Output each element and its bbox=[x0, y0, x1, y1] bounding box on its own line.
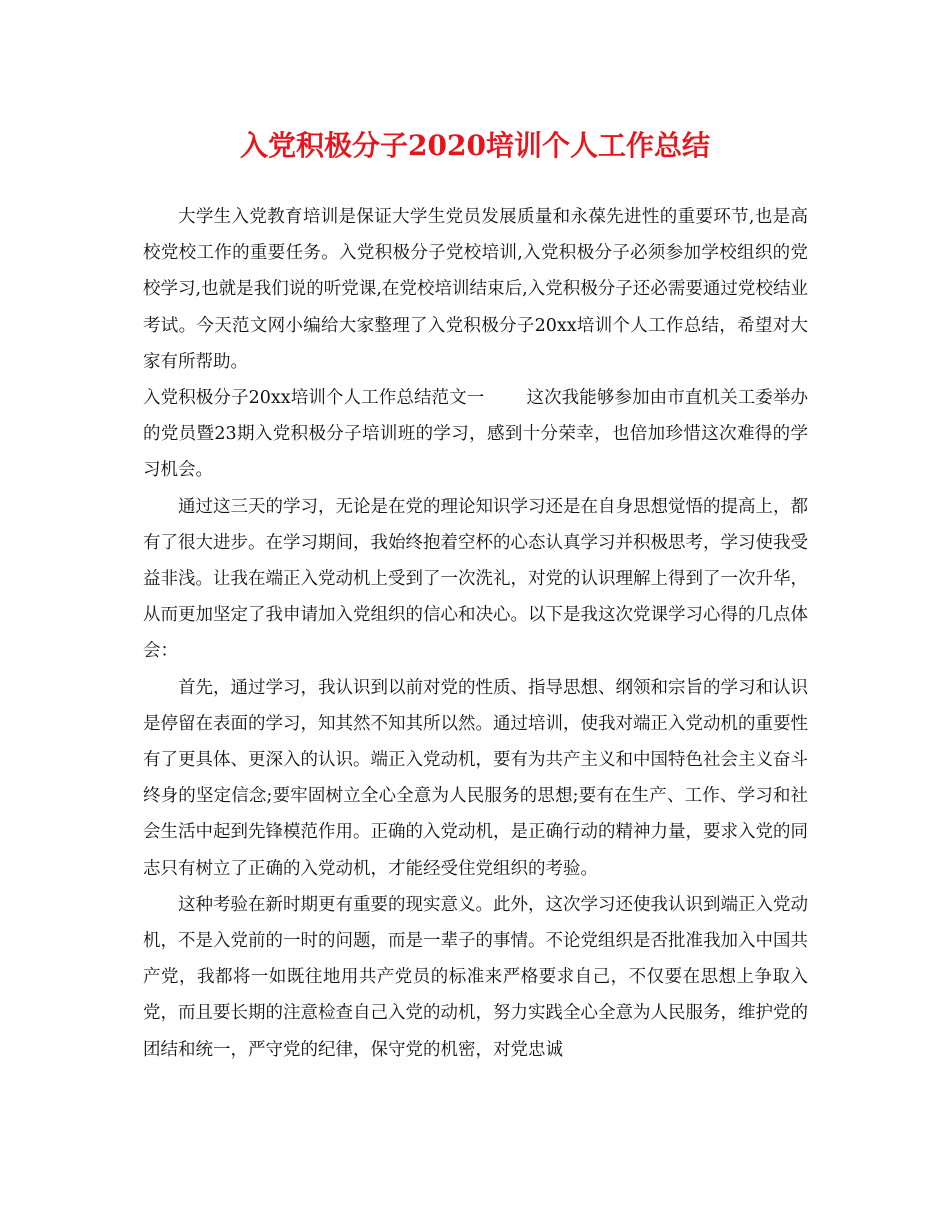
sample-heading: 入党积极分子20xx培训个人工作总结范文一 bbox=[143, 388, 485, 409]
sample-opening-text: 这次我能够参加由市直机关工委举办的党员暨23期入党积极分子培训班的学习，感到十分荣幸，也倍加珍惜这次难得的学习机会。 bbox=[143, 388, 808, 481]
page-title: 入党积极分子2020培训个人工作总结 bbox=[240, 129, 710, 162]
sample-section-paragraph bbox=[143, 380, 808, 489]
body-paragraph-1: 通过这三天的学习，无论是在党的理论知识学习还是在自身思想觉悟的提高上，都有了很大进步。在学习期间，我始终抱着空杯的心态认真学习并积极思考，学习使我受益非浅。让我在端正入党动机上受到了一次洗礼，对党的认识理解上得到了一次升华，从而更加坚定了我申请加入党组织的信心和决心。以下是我这次党课学习心得的几点体会： bbox=[143, 496, 808, 662]
document-body bbox=[143, 199, 808, 1068]
intro-paragraph: 大学生入党教育培训是保证大学生党员发展质量和永葆先进性的重要环节,也是高校党校工作的重要任务。入党积极分子党校培训,入党积极分子必须参加学校组织的党校学习,也就是我们说的听党课,在党校培训结束后,入党积极分子还必需要通过党校结业考试。今天范文网小编给大家整理了入党积极分子20xx培训个人工作总结，希望对大家有所帮助。 bbox=[143, 207, 808, 372]
body-paragraph-2: 首先，通过学习，我认识到以前对党的性质、指导思想、纲领和宗旨的学习和认识是停留在表面的学习，知其然不知其所以然。通过培训，使我对端正入党动机的重要性有了更具体、更深入的认识。端正入党动机，要有为共产主义和中国特色社会主义奋斗终身的坚定信念;要牢固树立全心全意为人民服务的思想;要有在生产、工作、学习和社会生活中起到先锋模范作用。正确的入党动机，是正确行动的精神力量，要求入党的同志只有树立了正确的入党动机，才能经受住党组织的考验。 bbox=[143, 677, 808, 879]
body-paragraph-3: 这种考验在新时期更有重要的现实意义。此外，这次学习还使我认识到端正入党动机，不是入党前的一时的问题，而是一辈子的事情。不论党组织是否批准我加入中国共产党，我都将一如既往地用共产党员的标准来严格要求自己，不仅要在思想上争取入党，而且要长期的注意检查自己入党的动机，努力实践全心全意为人民服务，维护党的团结和统一，严守党的纪律，保守党的机密，对党忠诚 bbox=[143, 894, 808, 1060]
